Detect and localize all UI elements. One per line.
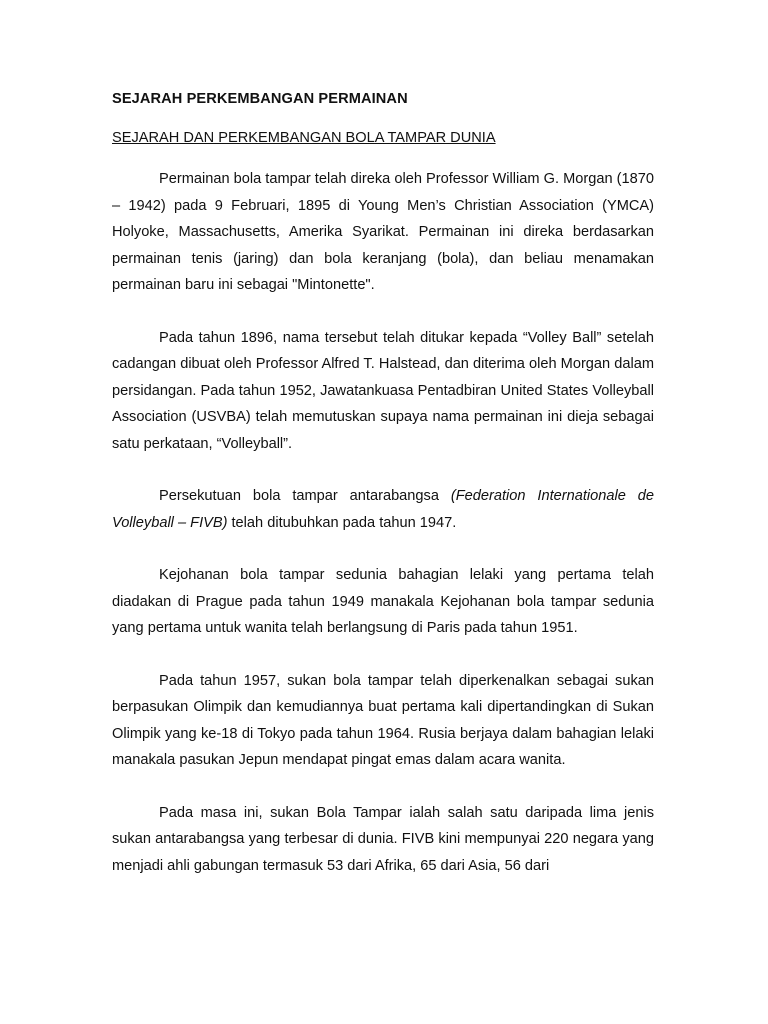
fivb-full-name: (Federation Internationale de Volleyball – FIVB) — [112, 488, 654, 531]
paragraph-olympics: Pada tahun 1957, sukan bola tampar telah diperkenalkan sebagai sukan berpasukan Olimpik dan kemudiannya buat pertama kali dipertandingkan di Sukan Olimpik yang ke-18 di Tokyo pada tahun 1964. Rusia berjaya dalam bahagian lelaki manakala pasukan Jepun mendapat pingat emas dalam acara wanita. — [112, 672, 654, 768]
paragraph-origin: Permainan bola tampar telah direka oleh Professor William G. Morgan (1870 – 1942) pada 9 Februari, 1895 di Young Men’s Christian Association (YMCA) Holyoke, Massachusetts, Amerika Syarikat. Permainan ini direka berdasarkan permainan tenis (jaring) dan bola keranjang (bola), dan beliau menamakan permainan baru ini sebagai "Mintonette". — [112, 171, 654, 293]
paragraph-championships: Kejohanan bola tampar sedunia bahagian lelaki yang pertama telah diadakan di Prague pada tahun 1949 manakala Kejohanan bola tampar sedunia yang pertama untuk wanita telah berlangsung di Paris pada tahun 1951. — [112, 567, 654, 636]
paragraph-fivb — [112, 483, 654, 536]
paragraph-name-change: Pada tahun 1896, nama tersebut telah ditukar kepada “Volley Ball” setelah cadangan dibuat oleh Professor Alfred T. Halstead, dan diterima oleh Morgan dalam persidangan. Pada tahun 1952, Jawatankuasa Pentadbiran United States Volleyball Association (USVBA) telah memutuskan supaya nama permainan ini dieja sebagai satu perkataan, “Volleyball”. — [112, 329, 654, 452]
paragraph-fivb-lead: Persekutuan bola tampar antarabangsa — [159, 488, 451, 504]
paragraph-fivb-tail: telah ditubuhkan pada tahun 1947. — [227, 514, 457, 531]
document-title: SEJARAH PERKEMBANGAN PERMAINAN — [112, 91, 408, 107]
section-heading: SEJARAH DAN PERKEMBANGAN BOLA TAMPAR DUNIA — [112, 130, 496, 146]
paragraph-present-day: Pada masa ini, sukan Bola Tampar ialah salah satu daripada lima jenis sukan antarabangsa yang terbesar di dunia. FIVB kini mempunyai 220 negara yang menjadi ahli gabungan termasuk 53 dari Afrika, 65 dari Asia, 56 dari — [112, 804, 654, 874]
